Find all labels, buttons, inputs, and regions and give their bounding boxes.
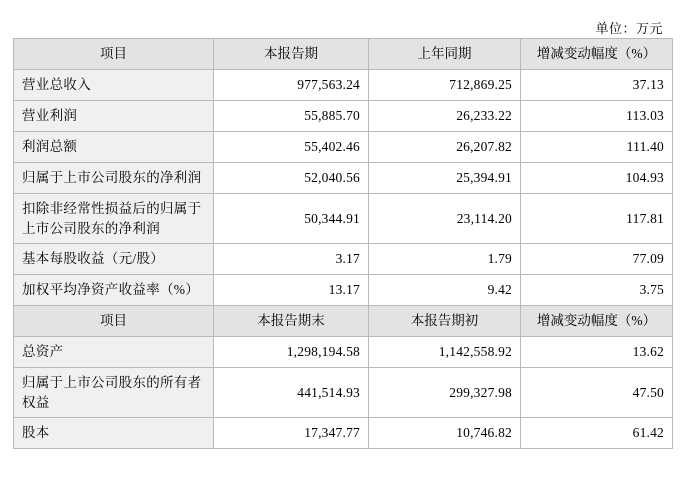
row-value-prior: 26,207.82 <box>369 132 521 163</box>
row-label: 总资产 <box>14 337 214 368</box>
table2-header-change-rate: 增减变动幅度（%） <box>521 306 673 337</box>
table2-header-row <box>14 306 673 337</box>
table-row <box>14 418 673 449</box>
table1-header-row <box>14 39 673 70</box>
row-value-current: 50,344.91 <box>214 194 369 244</box>
table2-header-item: 项目 <box>14 306 214 337</box>
row-value-change: 113.03 <box>521 101 673 132</box>
row-value-period-begin: 1,142,558.92 <box>369 337 521 368</box>
table2-header-period-begin: 本报告期初 <box>369 306 521 337</box>
row-value-prior: 1.79 <box>369 244 521 275</box>
row-value-prior: 9.42 <box>369 275 521 306</box>
row-value-change: 13.62 <box>521 337 673 368</box>
row-value-change: 3.75 <box>521 275 673 306</box>
row-value-prior: 26,233.22 <box>369 101 521 132</box>
table1-header-prior-period: 上年同期 <box>369 39 521 70</box>
row-value-change: 117.81 <box>521 194 673 244</box>
row-value-current: 52,040.56 <box>214 163 369 194</box>
table2-header-period-end: 本报告期末 <box>214 306 369 337</box>
row-value-period-begin: 10,746.82 <box>369 418 521 449</box>
row-value-change: 47.50 <box>521 368 673 418</box>
row-label: 股本 <box>14 418 214 449</box>
row-label: 营业总收入 <box>14 70 214 101</box>
row-value-prior: 23,114.20 <box>369 194 521 244</box>
table1-header-item: 项目 <box>14 39 214 70</box>
row-value-current: 977,563.24 <box>214 70 369 101</box>
row-value-current: 13.17 <box>214 275 369 306</box>
row-label: 加权平均净资产收益率（%） <box>14 275 214 306</box>
row-value-period-end: 1,298,194.58 <box>214 337 369 368</box>
row-value-change: 77.09 <box>521 244 673 275</box>
row-value-current: 55,885.70 <box>214 101 369 132</box>
row-value-change: 61.42 <box>521 418 673 449</box>
row-value-current: 55,402.46 <box>214 132 369 163</box>
table-row <box>14 244 673 275</box>
table1-header-change-rate: 增减变动幅度（%） <box>521 39 673 70</box>
row-label: 利润总额 <box>14 132 214 163</box>
row-value-period-end: 441,514.93 <box>214 368 369 418</box>
table-row <box>14 101 673 132</box>
row-value-current: 3.17 <box>214 244 369 275</box>
row-label: 扣除非经常性损益后的归属于上市公司股东的净利润 <box>14 194 214 244</box>
row-value-period-begin: 299,327.98 <box>369 368 521 418</box>
row-label: 基本每股收益（元/股） <box>14 244 214 275</box>
row-value-change: 104.93 <box>521 163 673 194</box>
table-row <box>14 337 673 368</box>
row-value-period-end: 17,347.77 <box>214 418 369 449</box>
table-row <box>14 368 673 418</box>
row-value-prior: 712,869.25 <box>369 70 521 101</box>
unit-note: 单位：万元 <box>595 21 663 36</box>
table-row <box>14 163 673 194</box>
row-value-change: 111.40 <box>521 132 673 163</box>
table-row <box>14 194 673 244</box>
table-row <box>14 275 673 306</box>
financial-table <box>13 38 673 449</box>
row-label: 营业利润 <box>14 101 214 132</box>
row-label: 归属于上市公司股东的所有者权益 <box>14 368 214 418</box>
row-value-change: 37.13 <box>521 70 673 101</box>
table-row <box>14 132 673 163</box>
table1-header-current-period: 本报告期 <box>214 39 369 70</box>
row-label: 归属于上市公司股东的净利润 <box>14 163 214 194</box>
table-row <box>14 70 673 101</box>
row-value-prior: 25,394.91 <box>369 163 521 194</box>
